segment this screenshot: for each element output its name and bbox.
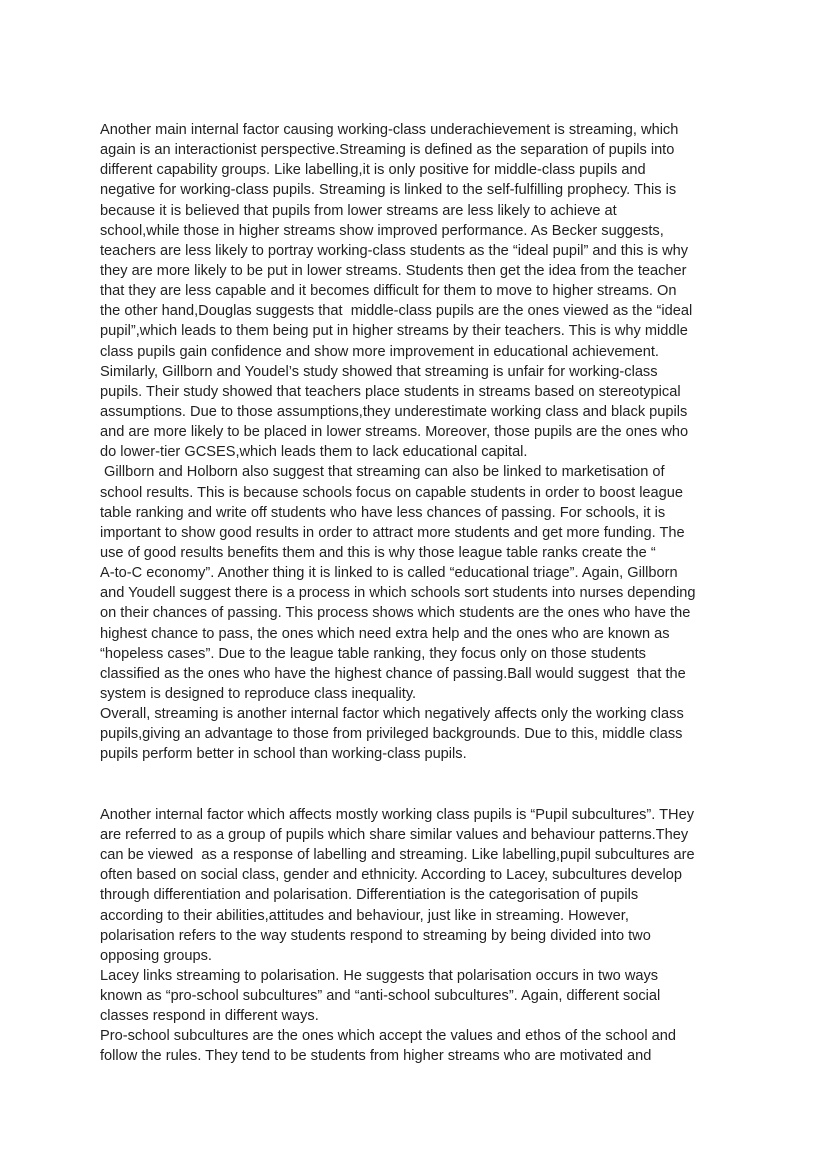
text-line: Another internal factor which affects mostly working class pupils is “Pupil subcultures”. THey — [100, 806, 694, 823]
text-line: and Youdell suggest there is a process in which schools sort students into nurses depending — [100, 585, 696, 602]
text-line: class pupils gain confidence and show more improvement in educational achievement. — [100, 343, 659, 360]
text-line: A-to-C economy”. Another thing it is linked to is called “educational triage”. Again, Gillborn — [100, 565, 678, 582]
text-line: school results. This is because schools focus on capable students in order to boost league — [100, 484, 684, 501]
text-line: the other hand,Douglas suggests that middle-class pupils are the ones viewed as the “ideal — [100, 303, 693, 320]
text-line: Gillborn and Holborn also suggest that streaming can also be linked to marketisation of — [100, 464, 665, 481]
text-line: do lower-tier GCSES,which leads them to lack educational capital. — [100, 444, 528, 461]
text-line: Another main internal factor causing working-class underachievement is streaming, which — [100, 122, 679, 138]
text-line: and are more likely to be placed in lower streams. Moreover, those pupils are the ones who — [100, 424, 689, 441]
text-line: use of good results benefits them and this is why those league table ranks create the “ — [100, 544, 656, 561]
text-line: classes respond in different ways. — [100, 1008, 319, 1025]
text-line: polarisation refers to the way students respond to streaming by being divided into two — [100, 927, 651, 944]
text-line: highest chance to pass, the ones which need extra help and the ones who are known as — [100, 625, 670, 642]
text-line: on their chances of passing. This process shows which students are the ones who have the — [100, 605, 691, 622]
text-line: known as “pro-school subcultures” and “anti-school subcultures”. Again, different social — [100, 988, 661, 1005]
text-line: pupils perform better in school than working-class pupils. — [100, 746, 467, 763]
text-line: again is an interactionist perspective.Streaming is defined as the separation of pupils into — [100, 142, 675, 159]
text-line: Pro-school subcultures are the ones which accept the values and ethos of the school and — [100, 1028, 676, 1045]
text-line: assumptions. Due to those assumptions,they underestimate working class and black pupils — [100, 403, 688, 420]
text-line: teachers are less likely to portray working-class students as the “ideal pupil” and this is why — [100, 242, 689, 259]
streaming-section — [100, 120, 728, 765]
text-line: system is designed to reproduce class inequality. — [100, 685, 417, 702]
text-line: that they are less capable and it becomes difficult for them to move to higher streams. On — [100, 283, 677, 300]
text-line: Overall, streaming is another internal factor which negatively affects only the working class — [100, 706, 684, 723]
text-line: Lacey links streaming to polarisation. He suggests that polarisation occurs in two ways — [100, 967, 659, 984]
pupil-subcultures-section — [100, 805, 728, 1067]
text-line: follow the rules. They tend to be students from higher streams who are motivated and — [100, 1048, 652, 1065]
text-line: important to show good results in order to attract more students and get more funding. The — [100, 524, 685, 541]
text-line: they are more likely to be put in lower streams. Students then get the idea from the teacher — [100, 262, 687, 279]
text-line: because it is believed that pupils from lower streams are less likely to achieve at — [100, 202, 617, 219]
text-line: opposing groups. — [100, 947, 212, 964]
document-body — [100, 120, 728, 1067]
text-line: pupils. Their study showed that teachers place students in streams based on stereotypical — [100, 383, 681, 400]
text-line: often based on social class, gender and ethnicity. According to Lacey, subcultures develop — [100, 867, 682, 884]
text-line: pupil”,which leads to them being put in higher streams by their teachers. This is why middle — [100, 323, 688, 340]
text-line: table ranking and write off students who have less chances of passing. For schools, it is — [100, 504, 666, 521]
text-line: through differentiation and polarisation. Differentiation is the categorisation of pupils — [100, 887, 639, 904]
text-line: “hopeless cases”. Due to the league table ranking, they focus only on those students — [100, 645, 646, 662]
text-line: negative for working-class pupils. Streaming is linked to the self-fulfilling prophecy. This is — [100, 182, 677, 199]
text-line: different capability groups. Like labelling,it is only positive for middle-class pupils and — [100, 162, 646, 179]
text-line: according to their abilities,attitudes and behaviour, just like in streaming. However, — [100, 907, 629, 924]
text-line: classified as the ones who have the highest chance of passing.Ball would suggest that the — [100, 665, 686, 682]
text-line: school,while those in higher streams show improved performance. As Becker suggests, — [100, 222, 664, 239]
text-line: pupils,giving an advantage to those from privileged backgrounds. Due to this, middle class — [100, 726, 683, 743]
text-line: can be viewed as a response of labelling and streaming. Like labelling,pupil subcultures are — [100, 847, 695, 864]
text-line: are referred to as a group of pupils which share similar values and behaviour patterns.They — [100, 826, 689, 843]
section-gap — [100, 765, 728, 805]
text-line: Similarly, Gillborn and Youdel’s study showed that streaming is unfair for working-class — [100, 363, 658, 380]
